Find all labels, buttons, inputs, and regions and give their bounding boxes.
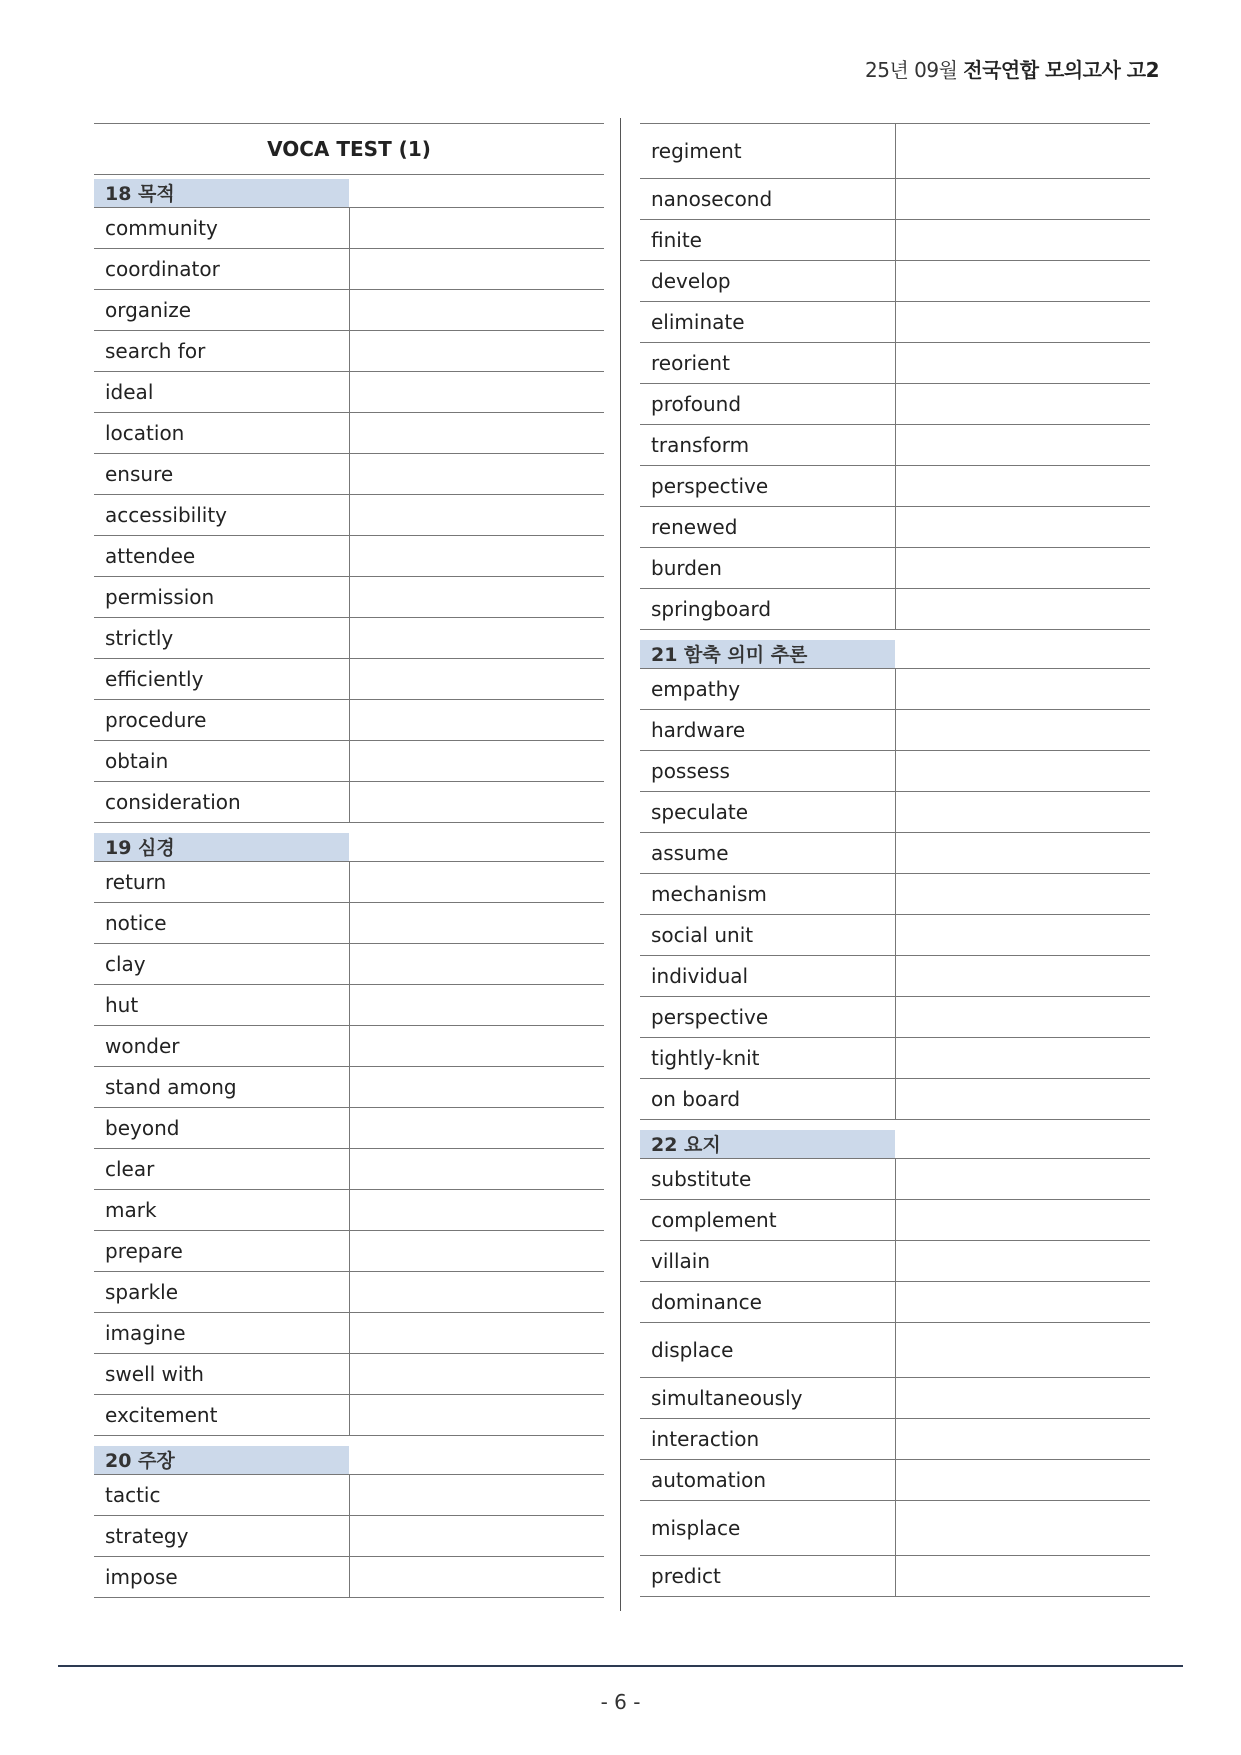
table-bottom-rule: [640, 1596, 1150, 1597]
vocab-row: [640, 1377, 1150, 1418]
vocab-word: obtain: [94, 741, 350, 781]
answer-cell[interactable]: [896, 179, 1150, 219]
vocab-row: [640, 383, 1150, 424]
vocab-word: prepare: [94, 1231, 350, 1271]
vocab-row: [94, 1515, 604, 1556]
vocab-word: return: [94, 862, 350, 902]
vocab-row: [640, 955, 1150, 996]
section-label: 21 함축 의미 추론: [640, 640, 895, 668]
answer-cell[interactable]: [350, 1475, 604, 1515]
vocab-row: [640, 424, 1150, 465]
vocab-row: [640, 750, 1150, 791]
answer-cell[interactable]: [350, 1516, 604, 1556]
vocab-word: springboard: [640, 589, 896, 629]
vocab-word: stand among: [94, 1067, 350, 1107]
answer-cell[interactable]: [896, 751, 1150, 791]
section-gap: [94, 822, 604, 833]
vocab-word: clay: [94, 944, 350, 984]
answer-cell[interactable]: [350, 1149, 604, 1189]
vocab-word: consideration: [94, 782, 350, 822]
vocab-row: [94, 1189, 604, 1230]
footer-rule: [58, 1665, 1183, 1667]
answer-cell[interactable]: [896, 997, 1150, 1037]
answer-cell[interactable]: [896, 833, 1150, 873]
answer-cell[interactable]: [896, 1282, 1150, 1322]
vocab-word: perspective: [640, 466, 896, 506]
vocab-word: burden: [640, 548, 896, 588]
vocab-row: [94, 902, 604, 943]
answer-cell[interactable]: [350, 1026, 604, 1066]
answer-cell[interactable]: [896, 1079, 1150, 1119]
vocab-row: [640, 669, 1150, 709]
vocab-word: misplace: [640, 1501, 896, 1555]
answer-cell[interactable]: [350, 862, 604, 902]
vocab-row: [640, 219, 1150, 260]
section-gap: [640, 629, 1150, 640]
answer-cell[interactable]: [350, 495, 604, 535]
answer-cell[interactable]: [896, 1200, 1150, 1240]
section-label: 19 심경: [94, 833, 349, 861]
answer-cell[interactable]: [896, 425, 1150, 465]
answer-cell[interactable]: [896, 1038, 1150, 1078]
vocab-row: [94, 453, 604, 494]
vocab-word: renewed: [640, 507, 896, 547]
header-exam: 전국연합 모의고사 고2: [963, 58, 1159, 82]
vocab-row: [94, 1230, 604, 1271]
section-gap: [94, 1435, 604, 1446]
answer-cell[interactable]: [896, 1378, 1150, 1418]
answer-cell[interactable]: [350, 1067, 604, 1107]
vocab-word: nanosecond: [640, 179, 896, 219]
answer-cell[interactable]: [896, 384, 1150, 424]
answer-cell[interactable]: [896, 1241, 1150, 1281]
vocab-row: [94, 699, 604, 740]
vocab-word: strategy: [94, 1516, 350, 1556]
vocab-word: dominance: [640, 1282, 896, 1322]
vocab-word: search for: [94, 331, 350, 371]
vocab-word: swell with: [94, 1354, 350, 1394]
vocab-row: [640, 1418, 1150, 1459]
vocab-word: possess: [640, 751, 896, 791]
answer-cell[interactable]: [350, 700, 604, 740]
vocab-word: predict: [640, 1556, 896, 1596]
vocab-row: [640, 301, 1150, 342]
section-label: 18 목적: [94, 179, 349, 207]
vocab-row: [640, 1199, 1150, 1240]
answer-cell[interactable]: [350, 536, 604, 576]
vocab-word: wonder: [94, 1026, 350, 1066]
answer-cell[interactable]: [350, 1190, 604, 1230]
answer-cell[interactable]: [896, 710, 1150, 750]
vocab-word: sparkle: [94, 1272, 350, 1312]
vocab-word: imagine: [94, 1313, 350, 1353]
test-title: VOCA TEST (1): [94, 123, 604, 174]
vocab-row: [94, 984, 604, 1025]
answer-cell[interactable]: [350, 290, 604, 330]
answer-cell[interactable]: [896, 343, 1150, 383]
vocab-word: individual: [640, 956, 896, 996]
answer-cell[interactable]: [350, 985, 604, 1025]
vocab-row: [640, 832, 1150, 873]
page-header: [865, 54, 1159, 83]
vocab-word: interaction: [640, 1419, 896, 1459]
answer-cell[interactable]: [896, 669, 1150, 709]
vocab-row: [94, 1394, 604, 1435]
answer-cell[interactable]: [896, 1159, 1150, 1199]
vocab-word: beyond: [94, 1108, 350, 1148]
vocab-row: [640, 914, 1150, 955]
answer-cell[interactable]: [350, 618, 604, 658]
vocab-row: [94, 576, 604, 617]
vocab-row: [94, 371, 604, 412]
section-header: [94, 179, 604, 208]
vocab-row: [640, 709, 1150, 750]
vocab-word: clear: [94, 1149, 350, 1189]
vocab-row: [94, 658, 604, 699]
answer-cell[interactable]: [896, 548, 1150, 588]
vocab-word: perspective: [640, 997, 896, 1037]
vocab-row: [640, 588, 1150, 629]
answer-cell[interactable]: [350, 903, 604, 943]
vocab-row: [640, 465, 1150, 506]
answer-cell[interactable]: [896, 915, 1150, 955]
vocab-word: excitement: [94, 1395, 350, 1435]
vocab-row: [94, 289, 604, 330]
vocab-word: eliminate: [640, 302, 896, 342]
vocab-word: hardware: [640, 710, 896, 750]
vocab-row: [640, 506, 1150, 547]
vocab-row: [640, 1500, 1150, 1555]
vocab-word: procedure: [94, 700, 350, 740]
answer-cell[interactable]: [896, 1556, 1150, 1596]
answer-cell[interactable]: [896, 792, 1150, 832]
vocab-row: [640, 123, 1150, 178]
vocab-word: profound: [640, 384, 896, 424]
section-label: 22 요지: [640, 1130, 895, 1158]
answer-cell[interactable]: [350, 1108, 604, 1148]
vocab-word: ensure: [94, 454, 350, 494]
section-header: [94, 1446, 604, 1475]
column-divider: [620, 118, 621, 1611]
vocab-word: accessibility: [94, 495, 350, 535]
answer-cell[interactable]: [896, 220, 1150, 260]
vocab-word: notice: [94, 903, 350, 943]
vocab-row: [94, 1556, 604, 1597]
section-label: 20 주장: [94, 1446, 349, 1474]
vocab-row: [640, 1240, 1150, 1281]
vocab-row: [94, 535, 604, 576]
answer-cell[interactable]: [350, 782, 604, 822]
vocab-word: substitute: [640, 1159, 896, 1199]
vocab-row: [640, 260, 1150, 301]
vocab-word: organize: [94, 290, 350, 330]
answer-cell[interactable]: [350, 659, 604, 699]
header-date: 25년 09월: [865, 58, 958, 82]
vocab-word: location: [94, 413, 350, 453]
answer-cell[interactable]: [350, 1272, 604, 1312]
vocab-word: tactic: [94, 1475, 350, 1515]
vocab-row: [640, 1459, 1150, 1500]
vocab-row: [94, 412, 604, 453]
section-gap: [640, 1119, 1150, 1130]
vocab-row: [94, 740, 604, 781]
vocab-row: [94, 862, 604, 902]
vocab-word: impose: [94, 1557, 350, 1597]
vocab-row: [640, 1037, 1150, 1078]
vocab-row: [640, 1159, 1150, 1199]
vocab-word: regiment: [640, 124, 896, 178]
vocab-word: permission: [94, 577, 350, 617]
vocab-word: hut: [94, 985, 350, 1025]
vocab-word: mechanism: [640, 874, 896, 914]
vocab-row: [94, 1353, 604, 1394]
vocab-word: ideal: [94, 372, 350, 412]
answer-cell[interactable]: [350, 454, 604, 494]
vocab-word: villain: [640, 1241, 896, 1281]
table-bottom-rule: [94, 1597, 604, 1598]
vocab-row: [94, 494, 604, 535]
answer-cell[interactable]: [896, 1419, 1150, 1459]
vocab-word: coordinator: [94, 249, 350, 289]
section-header: [640, 640, 1150, 669]
vocab-word: social unit: [640, 915, 896, 955]
answer-cell[interactable]: [896, 1460, 1150, 1500]
answer-cell[interactable]: [350, 577, 604, 617]
vocab-row: [640, 1322, 1150, 1377]
right-column: [640, 123, 1150, 1597]
answer-cell[interactable]: [896, 1501, 1150, 1555]
vocab-row: [94, 330, 604, 371]
vocab-row: [94, 1312, 604, 1353]
vocab-word: empathy: [640, 669, 896, 709]
vocab-word: simultaneously: [640, 1378, 896, 1418]
answer-cell[interactable]: [350, 331, 604, 371]
answer-cell[interactable]: [350, 413, 604, 453]
answer-cell[interactable]: [350, 1395, 604, 1435]
answer-cell[interactable]: [896, 302, 1150, 342]
answer-cell[interactable]: [350, 944, 604, 984]
vocab-row: [94, 1025, 604, 1066]
answer-cell[interactable]: [350, 741, 604, 781]
vocab-row: [94, 1475, 604, 1515]
answer-cell[interactable]: [896, 589, 1150, 629]
vocab-row: [640, 547, 1150, 588]
answer-cell[interactable]: [350, 1313, 604, 1353]
vocab-row: [94, 1066, 604, 1107]
vocab-row: [640, 996, 1150, 1037]
vocab-word: tightly-knit: [640, 1038, 896, 1078]
vocab-word: develop: [640, 261, 896, 301]
vocab-row: [94, 1271, 604, 1312]
section-header: [94, 833, 604, 862]
answer-cell[interactable]: [350, 1231, 604, 1271]
vocab-row: [640, 178, 1150, 219]
answer-cell[interactable]: [350, 372, 604, 412]
vocab-word: mark: [94, 1190, 350, 1230]
vocab-row: [94, 1107, 604, 1148]
page-number: - 6 -: [600, 1690, 641, 1714]
vocab-word: assume: [640, 833, 896, 873]
vocab-word: complement: [640, 1200, 896, 1240]
vocab-row: [94, 781, 604, 822]
answer-cell[interactable]: [350, 249, 604, 289]
answer-cell[interactable]: [896, 874, 1150, 914]
section-header: [640, 1130, 1150, 1159]
vocab-row: [640, 873, 1150, 914]
vocab-row: [94, 617, 604, 658]
answer-cell[interactable]: [896, 466, 1150, 506]
left-column: [94, 123, 604, 1598]
answer-cell[interactable]: [896, 124, 1150, 178]
vocab-word: attendee: [94, 536, 350, 576]
vocab-word: reorient: [640, 343, 896, 383]
answer-cell[interactable]: [896, 1323, 1150, 1377]
answer-cell[interactable]: [350, 1557, 604, 1597]
answer-cell[interactable]: [896, 507, 1150, 547]
vocab-word: automation: [640, 1460, 896, 1500]
vocab-word: finite: [640, 220, 896, 260]
answer-cell[interactable]: [896, 956, 1150, 996]
vocab-row: [640, 342, 1150, 383]
answer-cell[interactable]: [896, 261, 1150, 301]
vocab-row: [94, 943, 604, 984]
answer-cell[interactable]: [350, 1354, 604, 1394]
vocab-word: strictly: [94, 618, 350, 658]
vocab-word: transform: [640, 425, 896, 465]
vocab-row: [94, 248, 604, 289]
vocab-row: [94, 1148, 604, 1189]
vocab-row: [640, 1555, 1150, 1596]
vocab-row: [640, 1281, 1150, 1322]
vocab-word: community: [94, 208, 350, 248]
vocab-word: efficiently: [94, 659, 350, 699]
vocab-word: speculate: [640, 792, 896, 832]
vocab-row: [640, 1078, 1150, 1119]
vocab-row: [640, 791, 1150, 832]
vocab-word: on board: [640, 1079, 896, 1119]
answer-cell[interactable]: [350, 208, 604, 248]
vocab-row: [94, 208, 604, 248]
vocab-word: displace: [640, 1323, 896, 1377]
